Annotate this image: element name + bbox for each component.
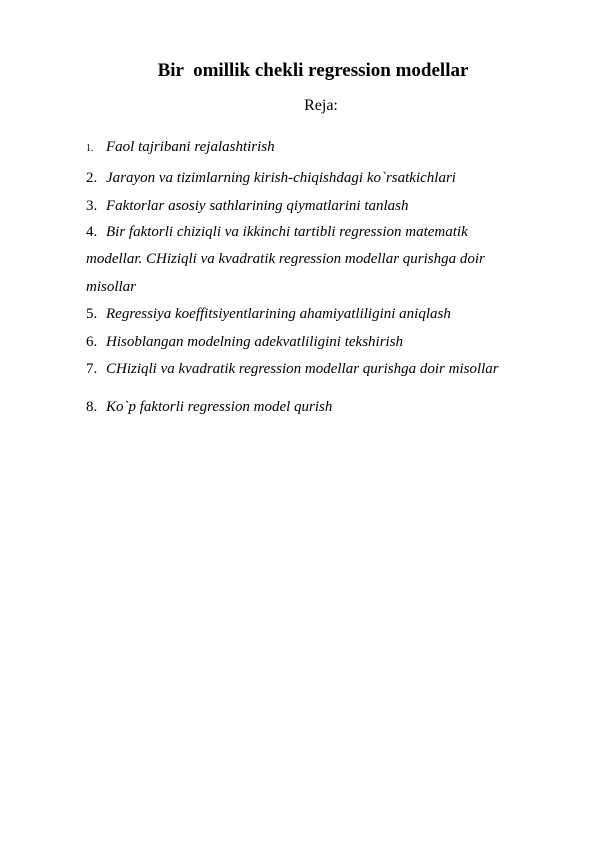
list-item bbox=[86, 198, 409, 215]
list-item-text: Hisoblangan modelning adekvatliligini tekshirish bbox=[106, 334, 404, 350]
list-item-number: 1. bbox=[86, 143, 94, 154]
list-item-number: 5. bbox=[86, 306, 98, 322]
list-item bbox=[86, 170, 456, 187]
list-item bbox=[86, 306, 451, 323]
list-item-number: 6. bbox=[86, 334, 98, 350]
list-item-text: Jarayon va tizimlarning kirish-chiqishdagi ko`rsatkichlari bbox=[106, 170, 456, 186]
plan-heading bbox=[0, 97, 596, 115]
list-item-text: Ko`p faktorli regression model qurish bbox=[106, 399, 333, 415]
list-item-text: Bir faktorli chiziqli va ikkinchi tartibli regression matematik bbox=[106, 224, 468, 240]
list-item-number: 2. bbox=[86, 170, 98, 186]
list-item-text: CHiziqli va kvadratik regression modellar qurishga doir misollar bbox=[106, 361, 499, 377]
document-title-text: Bir omillik chekli regression modellar bbox=[157, 60, 469, 81]
list-item-text: Faktorlar asosiy sathlarining qiymatlarini tanlash bbox=[106, 198, 409, 214]
list-item-continuation: misollar bbox=[86, 279, 137, 295]
plan-heading-text: Reja: bbox=[304, 97, 338, 114]
list-item-number: 4. bbox=[86, 224, 98, 240]
list-item-number: 3. bbox=[86, 198, 98, 214]
list-item bbox=[86, 224, 468, 241]
list-item-number: 7. bbox=[86, 361, 98, 377]
list-item bbox=[86, 334, 403, 351]
document-title bbox=[0, 60, 596, 82]
list-item bbox=[86, 399, 332, 416]
list-item-text: Faol tajribani rejalashtirish bbox=[106, 139, 275, 155]
list-item bbox=[86, 361, 499, 378]
list-item bbox=[86, 139, 275, 156]
list-item-text: Regressiya koeffitsiyentlarining ahamiyatliligini aniqlash bbox=[106, 306, 451, 322]
list-item-continuation: modellar. CHiziqli va kvadratik regression modellar qurishga doir bbox=[86, 251, 485, 267]
list-item-number: 8. bbox=[86, 399, 98, 415]
